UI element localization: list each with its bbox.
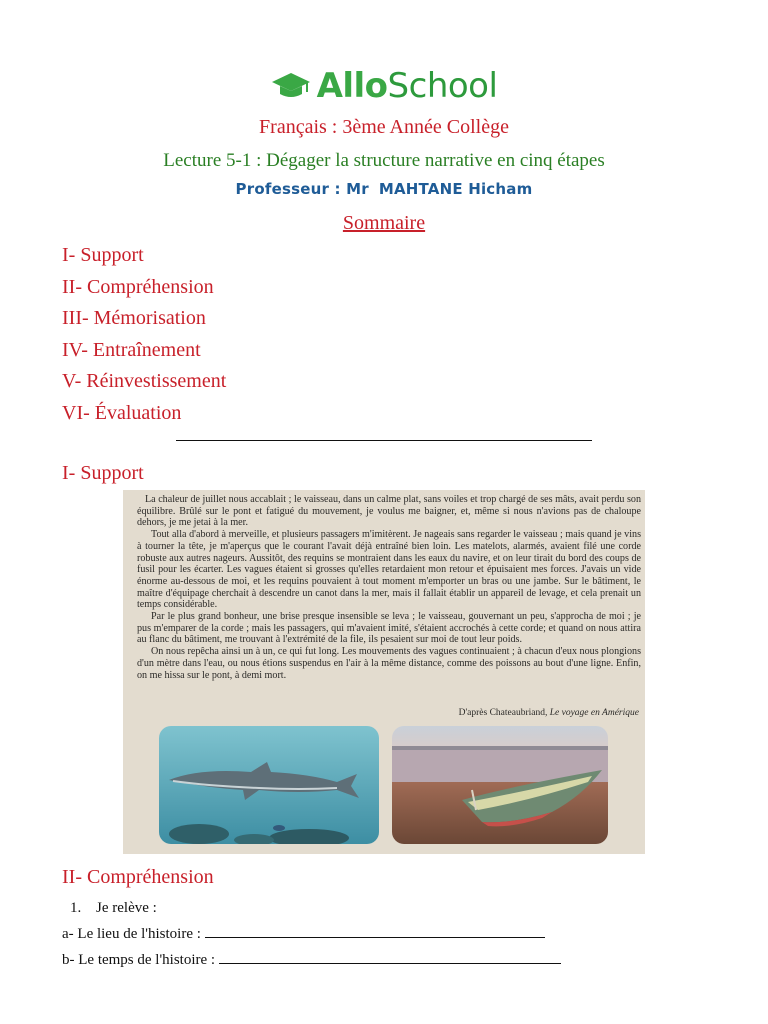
answer-blank[interactable] [205, 925, 545, 938]
support-paragraph: On nous repêcha ainsi un à un, ce qui fut long. Les mouvements des vagues continuaient ; à chacun d'eux nous plongions d'un mètre dans l'eau, ou nous étions suspendus en l'air à la même distance, comme des poissons au bout d'une ligne. Enfin, on me hissa sur le pont, à demi mort. [137, 646, 641, 681]
professor-label: Professeur : Mr [235, 180, 369, 198]
support-scan [123, 490, 645, 854]
support-paragraph: La chaleur de juillet nous accablait ; le vaisseau, dans un calme plat, sans voiles et trop chargé de ses mâts, avait perdu son équilibre. Brûlé sur le pont et fatigué du mouvement, je voulus me baigner, et, même si nous n'avions pas de chaloupe dehors, je me jetai à la mer. [137, 494, 641, 529]
brand-name: AlloSchool [316, 66, 498, 106]
summary-title: Sommaire [342, 212, 426, 234]
shark-photo [159, 726, 379, 844]
professor-name: MAHTANE Hicham [378, 180, 533, 198]
boat-photo [392, 726, 608, 844]
question-number: 1. [70, 900, 82, 916]
answer-blank[interactable] [219, 951, 561, 964]
support-paragraph: Tout alla d'abord à merveille, et plusieurs passagers m'imitèrent. Je nageais sans regarder le vaisseau ; mais quand je vins à tourner la tête, je m'aperçus que le courant l'avait déjà entraîné bien loin. Les matelots, alarmés, avaient filé une corde robuste aux autres nageurs. Aussitôt, des requins se montraient dans les eaux du navire, et on leur tirait du bord des coups de fusil pour les écarter. Les vagues étaient si grosses qu'elles retardaient mon retour et épuisaient mes forces. J'avais un vide énorme au-dessous de moi, et les requins pouvaient à tout moment m'emporter un bras ou une jambe. Sur le bâtiment, le maître d'équipage cherchait à descendre un canot dans la mer, mais il fallait établir un appareil de levage, et cela prenait un temps considérable. [137, 529, 641, 611]
support-heading: I- Support [62, 462, 144, 484]
support-text [137, 494, 641, 681]
summary-item: II- Compréhension [62, 275, 214, 298]
summary-item: VI- Évaluation [62, 401, 182, 424]
comprehension-heading: II- Compréhension [62, 866, 214, 888]
lecture-title: Lecture 5-1 : Dégager la structure narrative en cinq étapes [163, 150, 605, 171]
section-divider [176, 440, 592, 441]
question-text: Je relève : [96, 900, 157, 916]
subject-title: Français : 3ème Année Collège [259, 116, 509, 138]
question-item [70, 900, 157, 917]
question-line-place: a- Le lieu de l'histoire : [62, 925, 545, 943]
support-paragraph: Par le plus grand bonheur, une brise presque insensible se leva ; le vaisseau, gouvernant un peu, s'approcha de moi ; je pus m'emparer de la corde ; mais les passagers, qui m'avaient imité, s'étaient accrochés à cette corde; et quand on nous attira au flanc du bâtiment, me trouvant à l'extrémité de la file, ils pesaient sur moi de tout leur poids. [137, 611, 641, 646]
summary-item: III- Mémorisation [62, 307, 206, 329]
summary-list [62, 240, 226, 429]
graduation-cap-icon [271, 69, 311, 103]
question-line-time: b- Le temps de l'histoire : [62, 951, 561, 969]
support-source: D'après Chateaubriand, Le voyage en Amérique [458, 708, 639, 718]
alloschool-logo [0, 66, 768, 106]
summary-item: IV- Entraînement [62, 338, 201, 361]
summary-item: I- Support [62, 244, 144, 266]
summary-item: V- Réinvestissement [62, 370, 227, 392]
professor-line [0, 180, 768, 198]
